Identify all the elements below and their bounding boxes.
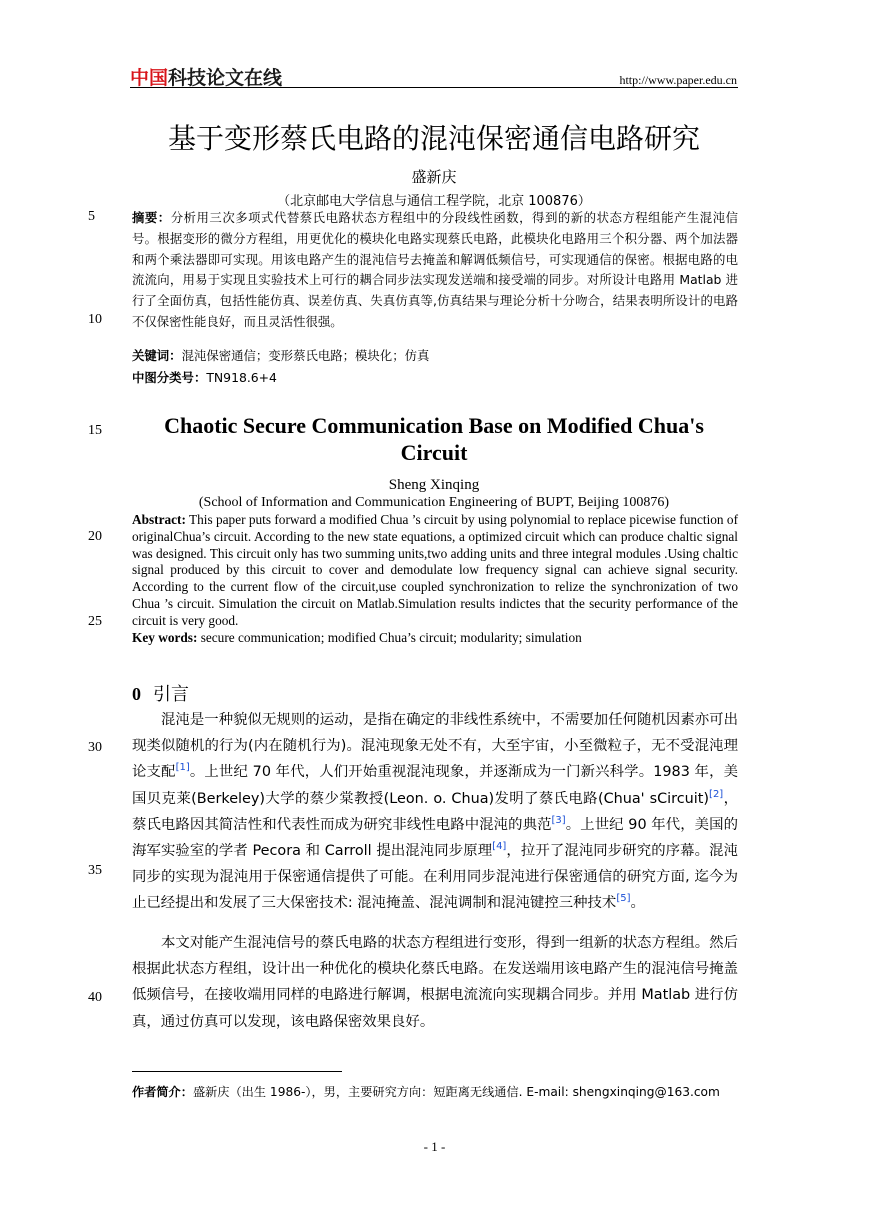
author-name-cn: 盛新庆	[411, 168, 457, 186]
site-url[interactable]: http://www.paper.edu.cn	[619, 73, 737, 87]
keywords-cn: 关键词：混沌保密通信；变形蔡氏电路；模块化；仿真	[132, 348, 430, 363]
line-number: 30	[88, 740, 102, 755]
line-number: 35	[88, 863, 102, 878]
paper-title-en: Chaotic Secure Communication Base on Modified Chua's Circuit	[164, 413, 704, 465]
intro-paragraph-2: 本文对能产生混沌信号的蔡氏电路的状态方程组进行变形，得到一组新的状态方程组。然后根据此状态方程组，设计出一种优化的模块化蔡氏电路。在发送端用该电路产生的混沌信号掩盖低频信号，在接收端用同样的电路进行解调，根据电流流向实现耦合同步。并用 Matlab 进行仿真，通过仿真可以发现，该电路保密效果良好。	[132, 935, 738, 1030]
abstract-cn-text: 分析用三次多项式代替蔡氏电路状态方程组中的分段线性函数，得到的新的状态方程组能产生混沌信号。根据变形的微分方程组，用更优化的模块化电路实现蔡氏电路，此模块化电路用三个积分器、两个加法器和两个乘法器即可实现。用该电路产生的混沌信号去掩盖和解调低频信号，可实现通信的保密。根据电路的电流流向，用易于实现且实验技术上可行的耦合同步法实现发送端和接受端的同步。对所设计电路用 Matlab 进行了全面仿真，包括性能仿真、误差仿真、失真仿真等,仿真结果与理论分析十分吻合，结果表明所设计的电路不仅保密性能良好，而且灵活性很强。	[132, 210, 739, 329]
affiliation-en: (School of Information and Communication Engineering of BUPT, Beijing 100876)	[198, 495, 670, 510]
line-number: 20	[88, 529, 102, 544]
author-footnote: 作者简介：盛新庆（出生 1986-），男，主要研究方向：短距离无线通信. E-mail: shengxinqing@163.com	[132, 1085, 720, 1099]
affiliation-cn: （北京邮电大学信息与通信工程学院，北京 100876）	[277, 194, 591, 209]
citation-link[interactable]: [1]	[175, 762, 190, 774]
paper-title-cn: 基于变形蔡氏电路的混沌保密通信电路研究	[167, 122, 700, 155]
intro-paragraph-1: 混沌是一种貌似无规则的运动，是指在确定的非线性系统中，不需要加任何随机因素亦可出现类似随机的行为(内在随机行为)。混沌现象无处不有，大至宇宙，小至微粒子，无不受混沌理论支配[1]。上世纪 70 年代，人们开始重视混沌现象，并逐渐成为一门新兴科学。1983 年，美国贝克莱(Berkeley)大学的蔡少棠教授(Leon. o. Chua)发明了蔡氏电路(Chua' sCircuit)[2]，蔡氏电路因其简洁性和代表性而成为研究非线性电路中混沌的典范[3]。上世纪 90 年代，美国的海军实验室的学者 Pecora 和 Carroll 提出混沌同步原理[4]，拉开了混沌同步研究的序幕。混沌同步的实现为混沌用于保密通信提供了可能。在利用同步混沌进行保密通信的研究方面, 迄今为止已经提出和发展了三大保密技术: 混沌掩盖、混沌调制和混沌键控三种技术[5]。	[132, 712, 738, 912]
header-divider	[130, 87, 738, 88]
classification-number: 中图分类号：TN918.6+4	[132, 370, 277, 385]
citation-link[interactable]: [5]	[616, 893, 631, 905]
abstract-cn	[132, 208, 738, 333]
citation-link[interactable]: [3]	[551, 815, 566, 827]
page-number: - 1 -	[423, 1139, 446, 1154]
site-logo: 中国科技论文在线	[130, 67, 283, 89]
abstract-cn-label: 摘要：	[132, 210, 171, 225]
line-number: 15	[88, 423, 102, 438]
footnote-divider	[132, 1071, 342, 1072]
line-number: 40	[88, 990, 102, 1005]
author-name-en: Sheng Xinqing	[388, 477, 480, 493]
keywords-en: Key words: secure communication; modified Chua’s circuit; modularity; simulation	[132, 630, 582, 645]
citation-link[interactable]: [2]	[709, 788, 724, 800]
line-number: 5	[88, 209, 95, 224]
abstract-en: Abstract: This paper puts forward a modified Chua ’s circuit by using polynomial to replace picewise function of originalChua’s circuit. According to the new state equations, a optimized circuit which can produce chaltic signal was designed. This circuit only has two summing units,two adding units and three integral modules .Using chaltic signal produced by this circuit to cover and demodulate low frequency signal can achieve signal security. According to the current flow of the circuit,use coupled synchronization to relize the synchronization of two Chua ’s circuit. Simulation the circuit on Matlab.Simulation results indictes that the security performance of the circuit is very good.	[132, 512, 738, 628]
citation-link[interactable]: [4]	[492, 841, 507, 853]
section-heading-introduction: 0 引言	[132, 684, 189, 705]
line-number: 10	[88, 312, 102, 327]
line-number: 25	[88, 614, 102, 629]
